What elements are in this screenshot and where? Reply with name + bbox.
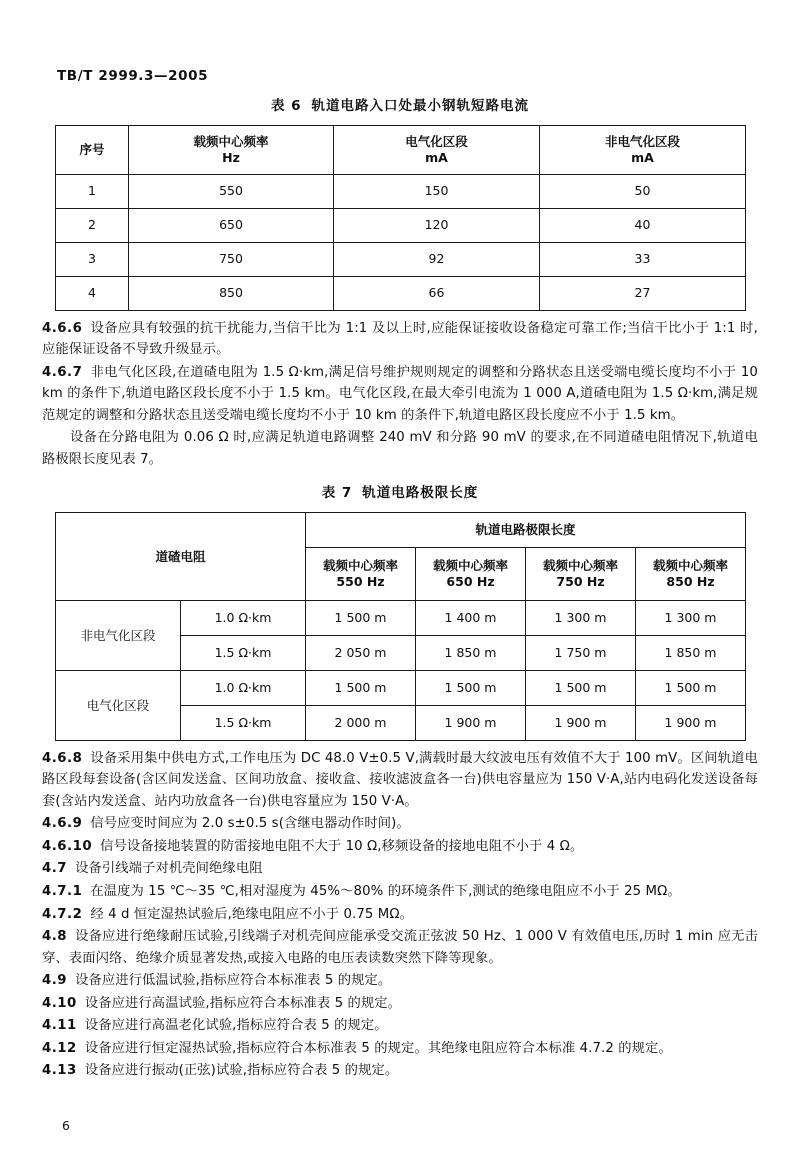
clause-4-8-text: 设备应进行绝缘耐压试验,引线端子对机壳间应能承受交流正弦波 50 Hz、1 000 V 有效值电压,历时 1 min 应无击穿、表面闪络、绝缘介质显著发热,或接入电路的电压表读数突然下降等现象。 <box>42 929 758 966</box>
table7-subheader-3-line1: 载频中心频率 <box>653 558 729 574</box>
clause-4-7-1-text: 在温度为 15 ℃～35 ℃,相对湿度为 45%～80% 的环境条件下,测试的绝缘电阻应不小于 25 MΩ。 <box>90 884 681 899</box>
clause-4-7-2-text: 经 4 d 恒定湿热试验后,绝缘电阻应不小于 0.75 MΩ。 <box>90 906 414 922</box>
clause-4-6-9-text: 信号应变时间应为 2.0 s±0.5 s(含继电器动作时间)。 <box>90 816 410 832</box>
table6 <box>55 125 746 311</box>
table7-g0-r0-v3: 1 300 m <box>636 600 746 635</box>
table6-header-cell-0 <box>56 125 129 174</box>
table6-header-3-line2: mA <box>631 149 654 165</box>
page-content <box>42 98 758 1083</box>
clause-4-6-8 <box>42 748 758 813</box>
clause-4-11-number: 4.11 <box>42 1018 77 1034</box>
table7-subheader-0 <box>306 547 416 600</box>
table6-header-cell-2 <box>334 125 540 174</box>
table7-subheader-2-line2: 750 Hz <box>556 573 605 589</box>
table6-caption-number: 表 6 <box>270 98 302 114</box>
table6-r3-c0: 4 <box>56 276 129 310</box>
table7-g0-r0-v0: 1 500 m <box>306 600 416 635</box>
clause-4-10 <box>42 993 758 1015</box>
table6-r0-c0: 1 <box>56 174 129 208</box>
clause-4-7-2-number: 4.7.2 <box>42 906 83 922</box>
table-row <box>56 600 746 635</box>
table7-subheader-2-line1: 载频中心频率 <box>543 558 619 574</box>
table7-header-row-group <box>56 512 746 547</box>
clause-4-6-10-number: 4.6.10 <box>42 838 93 854</box>
clause-4-9-text: 设备应进行低温试验,指标应符合本标准表 5 的规定。 <box>75 973 392 989</box>
table6-r2-c3: 33 <box>540 242 746 276</box>
table7-g1-r1-v2: 1 900 m <box>526 705 636 740</box>
clause-4-6-9 <box>42 813 758 835</box>
table6-r1-c0: 2 <box>56 208 129 242</box>
table7-g0-r1-resistance: 1.5 Ω·km <box>181 635 306 670</box>
table6-r0-c1: 550 <box>129 174 334 208</box>
page-number: 6 <box>62 1118 70 1133</box>
table6-header-row <box>56 125 746 174</box>
table6-caption-title: 轨道电路入口处最小钢轨短路电流 <box>311 98 530 114</box>
clause-4-10-text: 设备应进行高温试验,指标应符合本标准表 5 的规定。 <box>84 995 402 1011</box>
table7-g1-r0-v3: 1 500 m <box>636 670 746 705</box>
table6-header-0-line1: 序号 <box>79 141 105 157</box>
clause-4-9-number: 4.9 <box>42 973 68 989</box>
clause-4-7-text: 设备引线端子对机壳间绝缘电阻 <box>75 861 263 877</box>
clause-4-11 <box>42 1015 758 1037</box>
table7-header-left: 道碴电阻 <box>56 512 306 600</box>
clause-4-7-1-number: 4.7.1 <box>42 884 83 899</box>
clause-4-8 <box>42 926 758 969</box>
table6-r0-c2: 150 <box>334 174 540 208</box>
table7-subheader-3 <box>636 547 746 600</box>
table7-subheader-1-line2: 650 Hz <box>446 573 495 589</box>
table6-r1-c3: 40 <box>540 208 746 242</box>
table6-header-1-line1: 载频中心频率 <box>193 133 269 149</box>
table7-group-0-name: 非电气化区段 <box>56 600 181 670</box>
table6-r3-c2: 66 <box>334 276 540 310</box>
table-row <box>56 670 746 705</box>
table7 <box>55 512 746 741</box>
clause-4-7-2 <box>42 904 758 926</box>
table7-subheader-1-line1: 载频中心频率 <box>433 558 509 574</box>
clause-4-7 <box>42 858 758 880</box>
table7-subheader-0-line1: 载频中心频率 <box>323 558 399 574</box>
clause-4-6-8-text: 设备采用集中供电方式,工作电压为 DC 48.0 V±0.5 V,满载时最大纹波电压有效值不大于 100 mV。区间轨道电路区段每套设备(含区间发送盒、区间功放盒、接收盒、接收滤波盒各一台)供电容量应为 150 V·A,站内电码化发送设备每套(含站内发送盒、站内功放盒各一台)供电容量应为 150 V·A。 <box>42 750 758 809</box>
table7-g0-r0-resistance: 1.0 Ω·km <box>181 600 306 635</box>
clause-4-12 <box>42 1038 758 1060</box>
clause-4-12-number: 4.12 <box>42 1040 77 1056</box>
clause-4-11-text: 设备应进行高温老化试验,指标应符合表 5 的规定。 <box>84 1018 388 1034</box>
table7-g0-r1-v3: 1 850 m <box>636 635 746 670</box>
table6-header-2-line2: mA <box>425 149 448 165</box>
table7-subheader-0-line2: 550 Hz <box>336 573 385 589</box>
clause-4-7-1 <box>42 881 758 903</box>
clause-4-8-number: 4.8 <box>42 929 68 945</box>
clause-4-6-10-text: 信号设备接地装置的防雷接地电阻不大于 10 Ω,移频设备的接地电阻不小于 4 Ω。 <box>100 838 584 854</box>
table6-r0-c3: 50 <box>540 174 746 208</box>
clause-4-13-text: 设备应进行振动(正弦)试验,指标应符合表 5 的规定。 <box>84 1063 399 1079</box>
table7-g1-r1-resistance: 1.5 Ω·km <box>181 705 306 740</box>
table6-header-cell-3 <box>540 125 746 174</box>
clause-4-6-7-text: 非电气化区段,在道碴电阻为 1.5 Ω·km,满足信号维护规则规定的调整和分路状态且送受端电缆长度均不小于 10 km 的条件下,轨道电路区段长度不小于 1.5 km。电气化区段,在最大牵引电流为 1 000 A,道碴电阻为 1.5 Ω·km,满足规范规定的调整和分路状态且送受端电缆长度均不小于 10 km 的条件下,轨道电路区段长度应不小于 1.5 km。 <box>42 364 758 423</box>
table-row <box>56 208 746 242</box>
table7-group-1-name: 电气化区段 <box>56 670 181 740</box>
clause-4-13 <box>42 1060 758 1082</box>
clause-4-10-number: 4.10 <box>42 995 77 1011</box>
table7-g1-r1-v1: 1 900 m <box>416 705 526 740</box>
clause-4-12-text: 设备应进行恒定湿热试验,指标应符合本标准表 5 的规定。其绝缘电阻应符合本标准 4.7.2 的规定。 <box>84 1040 672 1056</box>
table6-r1-c1: 650 <box>129 208 334 242</box>
table6-header-1-line2: Hz <box>222 149 240 165</box>
clause-4-6-7-continued: 设备在分路电阻为 0.06 Ω 时,应满足轨道电路调整 240 mV 和分路 90 mV 的要求,在不同道碴电阻情况下,轨道电路极限长度见表 7。 <box>42 430 758 467</box>
table-row <box>56 174 746 208</box>
clause-4-6-8-number: 4.6.8 <box>42 750 83 766</box>
table6-r2-c2: 92 <box>334 242 540 276</box>
table6-r3-c1: 850 <box>129 276 334 310</box>
table7-g1-r1-v3: 1 900 m <box>636 705 746 740</box>
clause-4-6-6 <box>42 318 758 361</box>
table6-r3-c3: 27 <box>540 276 746 310</box>
table6-r2-c0: 3 <box>56 242 129 276</box>
table7-g0-r1-v2: 1 750 m <box>526 635 636 670</box>
table7-caption <box>42 485 758 503</box>
clause-4-7-number: 4.7 <box>42 861 68 877</box>
table6-r2-c1: 750 <box>129 242 334 276</box>
table6-caption <box>42 98 758 116</box>
table6-header-3-line1: 非电气化区段 <box>604 133 680 149</box>
clause-4-9 <box>42 970 758 992</box>
table7-g1-r0-v1: 1 500 m <box>416 670 526 705</box>
table7-g1-r0-resistance: 1.0 Ω·km <box>181 670 306 705</box>
table7-header-group: 轨道电路极限长度 <box>306 512 746 547</box>
table7-caption-title: 轨道电路极限长度 <box>362 485 479 502</box>
table-row <box>56 242 746 276</box>
table7-g0-r1-v1: 1 850 m <box>416 635 526 670</box>
document-header-standard-code: TB/T 2999.3—2005 <box>57 68 209 84</box>
table7-g0-r0-v1: 1 400 m <box>416 600 526 635</box>
table7-g1-r1-v0: 2 000 m <box>306 705 416 740</box>
table7-g1-r0-v2: 1 500 m <box>526 670 636 705</box>
clause-4-6-7 <box>42 362 758 427</box>
clause-4-6-7-number: 4.6.7 <box>42 364 83 380</box>
table7-subheader-3-line2: 850 Hz <box>666 573 715 589</box>
table7-caption-number: 表 7 <box>321 485 353 502</box>
table6-r1-c2: 120 <box>334 208 540 242</box>
clause-4-6-10 <box>42 836 758 858</box>
clause-4-6-9-number: 4.6.9 <box>42 816 83 832</box>
clause-4-13-number: 4.13 <box>42 1063 77 1079</box>
table6-header-2-line1: 电气化区段 <box>405 133 468 149</box>
table7-g0-r0-v2: 1 300 m <box>526 600 636 635</box>
clause-4-6-6-text: 设备应具有较强的抗干扰能力,当信干比为 1:1 及以上时,应能保证接收设备稳定可靠工作;当信干比小于 1:1 时,应能保证设备不导致升级显示。 <box>42 320 758 358</box>
table-row <box>56 276 746 310</box>
table7-subheader-1 <box>416 547 526 600</box>
table7-g0-r1-v0: 2 050 m <box>306 635 416 670</box>
clause-4-6-6-number: 4.6.6 <box>42 320 83 336</box>
table7-g1-r0-v0: 1 500 m <box>306 670 416 705</box>
table6-header-cell-1 <box>129 125 334 174</box>
table7-subheader-2 <box>526 547 636 600</box>
